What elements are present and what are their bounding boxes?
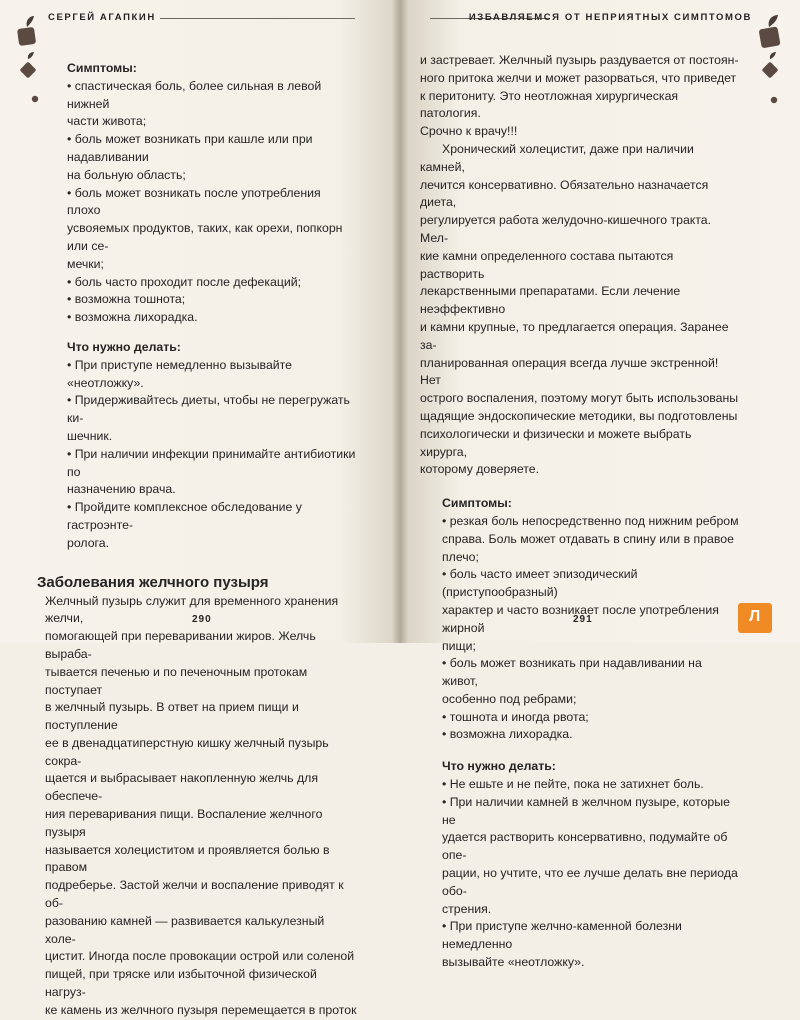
text-line: цистит. Иногда после провокации острой или соленой	[45, 949, 355, 964]
text-line: назначению врача.	[67, 482, 176, 497]
text-line: регулируется работа желудочно-кишечного тракта. Мел-	[420, 213, 712, 245]
text-line: • Не ешьте и не пейте, пока не затихнет боль.	[442, 777, 704, 792]
header-rule	[160, 18, 355, 19]
text-line: щается и выбрасывает накопленную желчь для обеспече-	[45, 771, 319, 804]
text-line: характер и часто возникает после употребления жирной	[442, 602, 719, 635]
right-page	[400, 0, 800, 970]
text-line: ролога.	[67, 535, 110, 550]
text-line: называется холециститом и проявляется болью в правом	[45, 842, 330, 875]
subheading-what-to-do: Что нужно делать:	[442, 759, 556, 774]
text-line: • При наличии инфекции принимайте антибиотики по	[67, 446, 356, 479]
text-line: щадящие эндоскопические методики, вы подготовлены	[420, 408, 738, 423]
text-line: особенно под ребрами;	[442, 691, 577, 706]
text-line: • боль может возникать при надавливании на живот,	[442, 656, 702, 689]
publisher-logo-letter: Л	[749, 608, 761, 625]
text-line: пищи;	[442, 638, 476, 653]
text-line: • При приступе желчно-каменной болезни немедленно	[442, 919, 682, 952]
text-line: помогающей при переваривании жиров. Желчь выраба-	[45, 629, 316, 661]
text-line: • При наличии камней в желчном пузыре, которые не	[442, 794, 730, 827]
text-line: психологически и физически и можете выбрать хирурга,	[420, 426, 692, 459]
text-line: Желчный пузырь служит для временного хранения желчи,	[45, 593, 339, 626]
text-line: • возможна лихорадка.	[67, 310, 198, 325]
text-line: острого воспаления, поэтому могут быть использованы	[420, 391, 739, 406]
page-number: 291	[573, 614, 593, 625]
text-line: рации, но учтите, что ее лучше делать вне периода обо-	[442, 866, 738, 898]
text-line: пищей, при тряске или избыточной физической нагруз-	[45, 967, 317, 1000]
running-header: ИЗБАВЛЯЕМСЯ ОТ НЕПРИЯТНЫХ СИМПТОМОВ	[468, 12, 752, 23]
text-line: подреберье. Застой желчи и воспаление приводят к об-	[45, 878, 344, 911]
text-line: • боль часто имеет эпизодический (приступообразный)	[442, 567, 638, 600]
section-title: Заболевания желчного пузыря	[37, 573, 269, 591]
apple-icons-left	[14, 6, 44, 106]
text-line: шечник.	[67, 428, 113, 443]
text-line: Срочно к врачу!!!	[420, 124, 518, 139]
apple-icons-right	[754, 6, 788, 106]
running-header: СЕРГЕЙ АГАПКИН	[48, 12, 156, 23]
text-line: удается растворить консервативно, подумайте об опе-	[442, 830, 728, 863]
text-line: • Пройдите комплексное обследование у гастроэнте-	[67, 500, 302, 532]
text-line: справа. Боль может отдавать в спину или в правое плечо;	[442, 531, 734, 564]
left-page	[0, 0, 400, 1017]
subheading-what-to-do: Что нужно делать:	[67, 339, 181, 354]
text-line: которому доверяете.	[420, 462, 540, 477]
text-line: • резкая боль непосредственно под нижним ребром	[442, 513, 739, 528]
text-line: • возможна тошнота;	[67, 292, 186, 307]
page-number: 290	[192, 614, 212, 625]
text-line: в желчный пузырь. В ответ на прием пищи и поступление	[45, 700, 299, 733]
text-line: ке камень из желчного пузыря перемещается в проток	[45, 1002, 357, 1017]
text-line: • боль может возникать после употребления плохо	[67, 185, 321, 218]
publisher-logo	[738, 603, 772, 633]
text-line: • тошнота и иногда рвота;	[442, 709, 589, 724]
text-line: стрения.	[442, 901, 492, 916]
text-line: ния переваривания пищи. Воспаление желчного пузыря	[45, 807, 323, 839]
text-line: планированная операция всегда лучше экстренной! Нет	[420, 355, 719, 388]
book-gutter	[392, 0, 408, 643]
text-line: разованию камней — развивается калькулезный холе-	[45, 913, 325, 946]
text-line: усвояемых продуктов, таких, как орехи, попкорн или се-	[67, 221, 343, 253]
text-line: • спастическая боль, более сильная в левой нижней	[67, 78, 322, 111]
text-line: • При приступе немедленно вызывайте «неотложку».	[67, 357, 292, 390]
text-line: кие камни определенного состава пытаются растворить	[420, 248, 674, 281]
text-line: • боль часто проходит после дефекаций;	[67, 274, 302, 289]
subheading-symptoms: Симптомы:	[442, 496, 512, 511]
text-line: к перитониту. Это неотложная хирургическая патология.	[420, 88, 679, 121]
subheading-symptoms: Симптомы:	[67, 61, 137, 75]
text-line: лечится консервативно. Обязательно назначается диета,	[420, 177, 709, 210]
text-line: ее в двенадцатиперстную кишку желчный пузырь сокра-	[45, 735, 329, 768]
text-line: ного притока желчи и может разорваться, что приведет	[420, 70, 737, 85]
text-line: части живота;	[67, 114, 147, 129]
text-line: на больную область;	[67, 167, 186, 182]
text-line: вызывайте «неотложку».	[442, 955, 585, 970]
text-line: мечки;	[67, 256, 104, 271]
text-line: тывается печенью и по печеночным протокам поступает	[45, 664, 308, 697]
right-body	[420, 52, 740, 972]
text-line: и камни крупные, то предлагается операция. Заранее за-	[420, 319, 729, 352]
left-body	[37, 60, 357, 1020]
text-line: Хронический холецистит, даже при наличии камней,	[420, 141, 694, 174]
text-line: лекарственными препаратами. Если лечение неэффективно	[420, 284, 681, 317]
text-line: • боль может возникать при кашле или при надавливании	[67, 132, 313, 164]
text-line: и застревает. Желчный пузырь раздувается от постоян-	[420, 53, 739, 67]
text-line: • возможна лихорадка.	[442, 727, 573, 742]
text-line: • Придерживайтесь диеты, чтобы не перегружать ки-	[67, 393, 350, 426]
